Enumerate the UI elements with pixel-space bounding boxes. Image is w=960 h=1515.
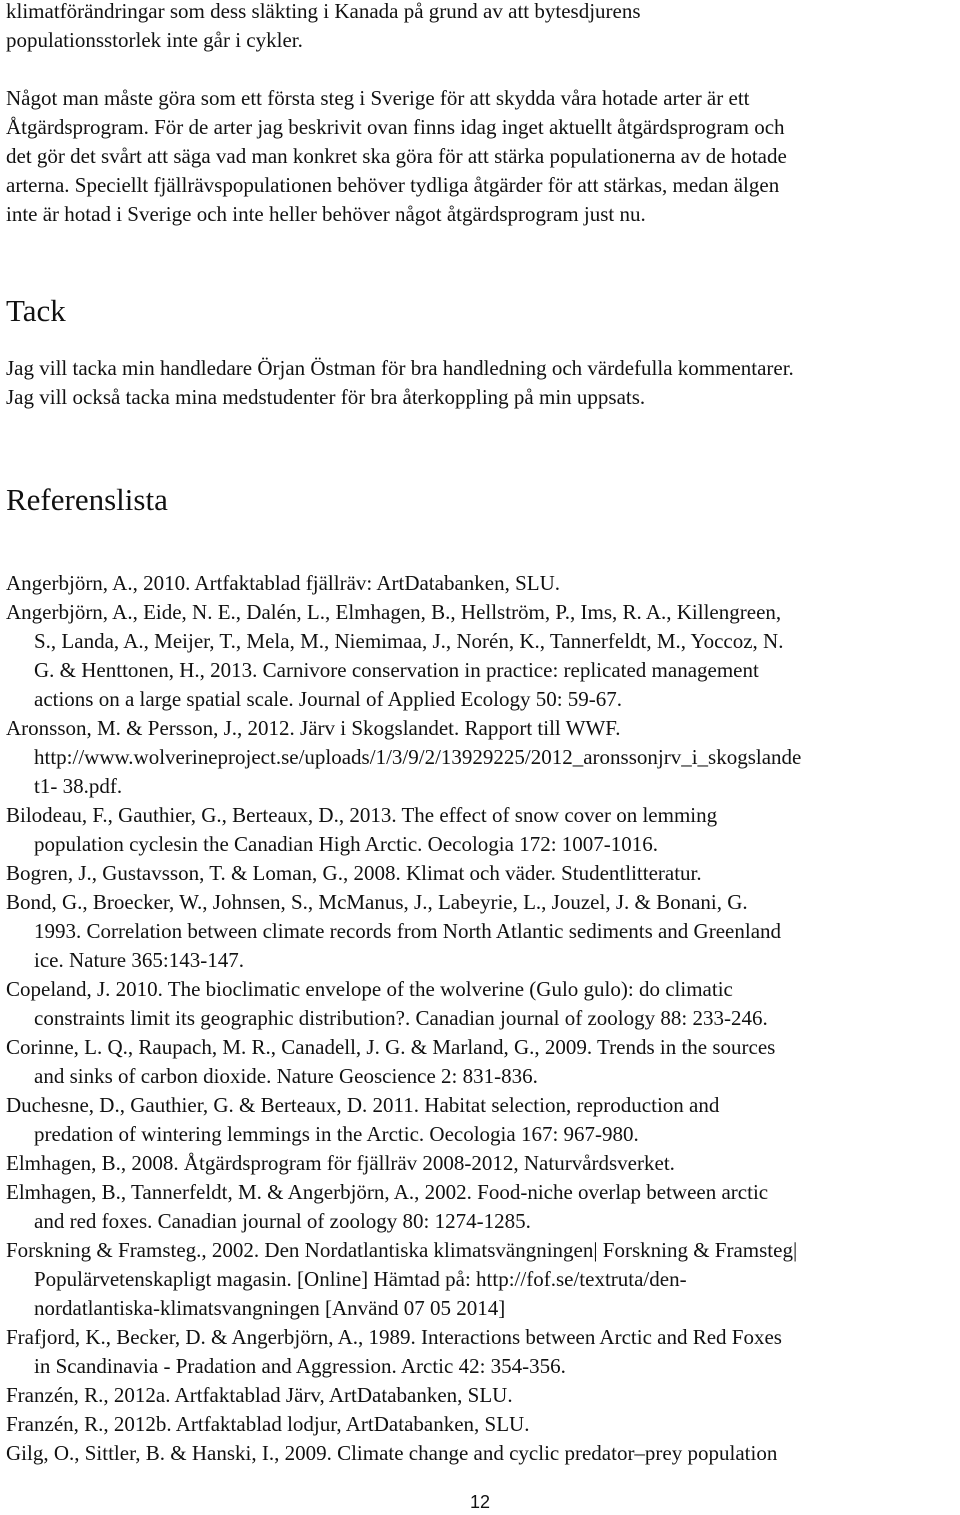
- references-heading: Referenslista: [6, 482, 168, 517]
- reference-line: Populärvetenskapligt magasin. [Online] Hämtad på: http://fof.se/textruta/den-: [34, 1267, 687, 1291]
- reference-line: Angerbjörn, A., 2010. Artfaktablad fjällräv: ArtDatabanken, SLU.: [6, 571, 561, 595]
- reference-entry: [6, 714, 801, 801]
- reference-entry: [6, 569, 801, 598]
- reference-entry: [6, 1410, 801, 1439]
- reference-line: 1993. Correlation between climate records from North Atlantic sediments and Greenland: [34, 919, 782, 943]
- reference-line: Bond, G., Broecker, W., Johnsen, S., McManus, J., Labeyrie, L., Jouzel, J. & Bonani, G.: [6, 890, 748, 914]
- reference-line: Franzén, R., 2012b. Artfaktablad lodjur, ArtDatabanken, SLU.: [6, 1412, 530, 1436]
- reference-line: in Scandinavia - Pradation and Aggression. Arctic 42: 354-356.: [34, 1354, 566, 1378]
- reference-line: Franzén, R., 2012a. Artfaktablad Järv, ArtDatabanken, SLU.: [6, 1383, 513, 1407]
- reference-line: nordatlantiska-klimatsvangningen [Använd 07 05 2014]: [34, 1296, 506, 1320]
- reference-line: Bogren, J., Gustavsson, T. & Loman, G., 2008. Klimat och väder. Studentlitteratur.: [6, 861, 702, 885]
- reference-line: population cyclesin the Canadian High Arctic. Oecologia 172: 1007-1016.: [34, 832, 659, 856]
- reference-line: Frafjord, K., Becker, D. & Angerbjörn, A., 1989. Interactions between Arctic and Red Foxes: [6, 1325, 782, 1349]
- text-line: arterna. Speciellt fjällrävspopulationen behöver tydliga åtgärder för att stärkas, medan älgen: [6, 173, 780, 197]
- reference-line: Forskning & Framsteg., 2002. Den Nordatlantiska klimatsvängningen| Forskning & Framsteg|: [6, 1238, 798, 1262]
- reference-line: Elmhagen, B., 2008. Åtgärdsprogram för fjällräv 2008-2012, Naturvårdsverket.: [6, 1151, 675, 1175]
- tack-paragraph: [6, 354, 794, 412]
- intro-paragraph: [6, 0, 787, 229]
- reference-line: Gilg, O., Sittler, B. & Hanski, I., 2009. Climate change and cyclic predator–prey population: [6, 1441, 778, 1465]
- reference-line: constraints limit its geographic distribution?. Canadian journal of zoology 88: 233-246.: [34, 1006, 768, 1030]
- reference-line: Aronsson, M. & Persson, J., 2012. Järv i Skogslandet. Rapport till WWF.: [6, 716, 621, 740]
- text-line: det gör det svårt att säga vad man konkret ska göra för att stärka populationerna av de hotade: [6, 144, 787, 168]
- text-line: inte är hotad i Sverige och inte heller behöver något åtgärdsprogram just nu.: [6, 202, 646, 226]
- tack-heading: Tack: [6, 293, 66, 328]
- reference-entry: [6, 1178, 801, 1236]
- reference-entry: [6, 1236, 801, 1323]
- reference-line: G. & Henttonen, H., 2013. Carnivore conservation in practice: replicated management: [34, 658, 759, 682]
- reference-entry: [6, 801, 801, 859]
- reference-line: Copeland, J. 2010. The bioclimatic envelope of the wolverine (Gulo gulo): do climatic: [6, 977, 733, 1001]
- reference-entry: [6, 975, 801, 1033]
- reference-line: Angerbjörn, A., Eide, N. E., Dalén, L., Elmhagen, B., Hellström, P., Ims, R. A., Killengreen,: [6, 600, 782, 624]
- reference-entry: [6, 1323, 801, 1381]
- reference-line: actions on a large spatial scale. Journal of Applied Ecology 50: 59-67.: [34, 687, 623, 711]
- reference-entry: [6, 1033, 801, 1091]
- reference-entry: [6, 1381, 801, 1410]
- page-number: 12: [469, 1492, 491, 1512]
- text-line: klimatförändringar som dess släkting i Kanada på grund av att bytesdjurens: [6, 0, 641, 23]
- reference-entry: [6, 888, 801, 975]
- text-line: Något man måste göra som ett första steg i Sverige för att skydda våra hotade arter är ett: [6, 86, 750, 110]
- reference-line: Duchesne, D., Gauthier, G. & Berteaux, D. 2011. Habitat selection, reproduction and: [6, 1093, 720, 1117]
- reference-entry: [6, 1439, 801, 1468]
- reference-line: Corinne, L. Q., Raupach, M. R., Canadell, J. G. & Marland, G., 2009. Trends in the sources: [6, 1035, 776, 1059]
- reference-entry: [6, 1149, 801, 1178]
- reference-line: Bilodeau, F., Gauthier, G., Berteaux, D., 2013. The effect of snow cover on lemming: [6, 803, 718, 827]
- text-line: Jag vill också tacka mina medstudenter för bra återkoppling på min uppsats.: [6, 385, 646, 409]
- reference-entry: [6, 1091, 801, 1149]
- reference-list: [6, 569, 801, 1468]
- reference-line: and sinks of carbon dioxide. Nature Geoscience 2: 831-836.: [34, 1064, 538, 1088]
- reference-line: S., Landa, A., Meijer, T., Mela, M., Niemimaa, J., Norén, K., Tannerfeldt, M., Yoccoz, N.: [34, 629, 784, 653]
- reference-line: Elmhagen, B., Tannerfeldt, M. & Angerbjörn, A., 2002. Food-niche overlap between arctic: [6, 1180, 769, 1204]
- reference-line: predation of wintering lemmings in the Arctic. Oecologia 167: 967-980.: [34, 1122, 639, 1146]
- text-line: [6, 55, 787, 84]
- reference-line: and red foxes. Canadian journal of zoology 80: 1274-1285.: [34, 1209, 531, 1233]
- text-line: populationsstorlek inte går i cykler.: [6, 28, 303, 52]
- reference-line: ice. Nature 365:143-147.: [34, 948, 244, 972]
- text-line: Jag vill tacka min handledare Örjan Östman för bra handledning och värdefulla kommentarer.: [6, 356, 794, 380]
- text-line: Åtgärdsprogram. För de arter jag beskrivit ovan finns idag inget aktuellt åtgärdsprogram och: [6, 115, 785, 139]
- reference-line: http://www.wolverineproject.se/uploads/1/3/9/2/13929225/2012_aronssonjrv_i_skogslande: [34, 745, 802, 769]
- reference-entry: [6, 859, 801, 888]
- reference-entry: [6, 598, 801, 714]
- reference-line: t1- 38.pdf.: [34, 774, 123, 798]
